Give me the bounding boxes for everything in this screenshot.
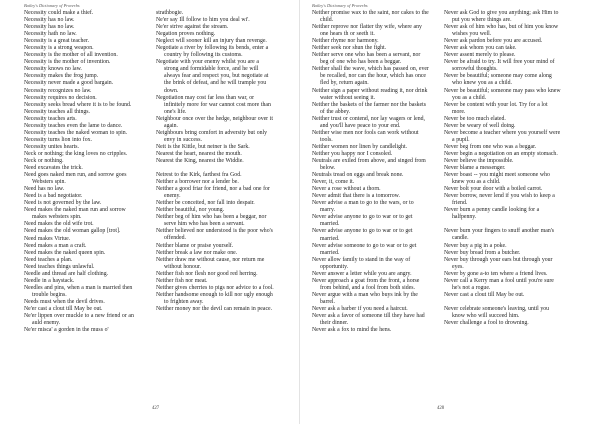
proverb-entry: Need has no law. [24,186,65,193]
proverb-entry: Needle and thread are half clothing. [24,270,109,277]
proverb-entry: Necessity teaches arts. [24,115,77,122]
proverb-entry: Neither trust or contend, nor lay wagers or lend, and you'll have peace to your end. [312,115,425,129]
proverb-entry: Never borrow, never lend if you wish to keep a friend. [444,193,555,207]
text-column [444,10,562,334]
column-group [24,10,274,334]
proverb-entry: Necessity is the mother of all invention. [24,52,118,59]
proverb-entry: Never challenge a fool to drowning. [444,319,529,326]
proverb-entry: Never ask whom you can take. [444,45,517,52]
proverb-entry: Necessity knows no law. [24,66,82,73]
proverb-entry: Need makes the old wife trot. [24,221,94,228]
proverb-entry: Necessity seeks bread where it is to be found. [24,101,132,108]
running-head: Bailey's Dictionary of Proverbs [312,3,368,8]
proverb-entry: Need makes the old woman gallop [trot]. [24,228,121,235]
proverb-entry: Neither seek nor shun the fight. [312,45,387,52]
proverb-entry: Neck or nothing. [24,157,64,164]
proverb-entry: Necessity is a strong weapon. [24,45,94,52]
proverb-entry: Never advise anyone to go to war or to get married. [312,228,413,242]
proverb-entry: Necessity teaches even the lame to dance. [24,122,123,129]
proverb-entry: Neither fish nor flesh nor good red herring. [156,270,258,277]
proverb-entry: Never by gone a-to ten where a friend lives. [444,270,548,277]
proverb-entry: Neither shall the wave, which has passed on, ever be recalled, nor can the hour, which has once fled by, return again. [312,66,429,87]
proverb-entry: Never admit that there is a tomorrow. [312,193,400,200]
proverb-entry: Needle in a haystack. [24,277,75,284]
proverb-entry: Never, it, come it. [312,179,355,186]
page-number: 427 [152,406,160,411]
proverb-entry: Never be too much elated. [444,115,506,122]
proverb-entry: Neit is the Kittle, but neiner is the Sark. [156,143,250,150]
proverb-entry: Neither sign a paper without reading it, nor drink water without seeing it. [312,87,428,101]
proverb-entry: Never buy bread from a butcher. [444,249,521,256]
page-number: 428 [437,406,445,411]
proverb-entry: Negotiation may cost far less than war, or infinitely more for war cannot cost more than one's life. [156,94,271,115]
proverb-entry: Need makes a man a craft. [24,242,87,249]
proverb-entry: Necessity never made a good bargain. [24,80,114,87]
right-page [300,0,600,424]
proverb-entry: Needles and pins, when a man is married then trouble begins. [24,284,133,298]
proverb-entry: strathbogie. [156,10,184,16]
text-column [24,10,142,334]
proverb-entry: Ne'er say Ill follow to him you deal wi'. [156,17,250,24]
proverb-entry: Necessity could make a thief. [24,10,94,16]
proverb-entry: Neutrals are exiled from above, and singed from below. [312,157,426,172]
proverb-entry: Ne'er strive against the stream. [156,24,229,31]
proverb-entry: Ne'er cast a clout till May be out. [24,305,103,312]
proverb-entry: Necessity requires no decision. [24,94,97,101]
proverb-entry: Never blame a messenger. [444,165,506,172]
proverb-entry: Never be afraid to try. It will free your mind of sorrowful thoughts. [444,59,555,73]
proverb-entry: Need excavates the trick. [24,165,83,172]
proverb-entry: Never assent merely to please. [444,52,516,59]
proverb-entry: Neither beg of him who has been a beggar, nor serve him who has been a servant. [156,214,267,228]
proverb-entry: Never ask God to give you anything; ask Him to put you where things are. [444,10,559,24]
proverb-entry: Never be beautiful; someone may pass who knew you as a child. [444,87,561,101]
proverb-entry: Never become a teacher where you yourself were a pupil. [444,129,561,143]
proverb-entry: Never advise anyone to go to war or to get married. [312,214,413,228]
proverb-entry: Never be weary of well doing. [444,122,516,129]
proverb-entry: Necessity teaches all things. [24,108,90,115]
proverb-entry: Neither rhyme nor harmony. [312,38,379,45]
proverb-entry: Never ask a fox to mind the hens. [312,327,392,334]
proverb-entry: Never ask a barber if you need a haircut. [312,305,408,312]
proverb-entry: Neither promise wax to the saint, nor cakes to the child. [312,10,429,24]
proverb-entry: Never burn your fingers to snuff another man's candle. [444,228,555,242]
proverb-entry: Ne'er lippen over muckle to a new friend or an auld enemy. [24,313,134,327]
proverb-entry: Need teaches things unlawful. [24,263,95,270]
proverb-entry: Never buy through your ears but through your eyes. [444,256,553,270]
proverb-entry: Necessity is a great teacher. [24,38,90,45]
proverb-entry: Neither beautiful, nor young. [156,207,225,214]
proverb-entry: Neither wise men nor fools can work without tools. [312,129,419,143]
proverb-entry: Need is a bad negotiator. [24,193,83,200]
proverb-entry: Neutrals tread on eggs and break none. [312,172,404,179]
proverb-entry: Neither handsome enough to kill nor ugly enough to frighten away. [156,291,273,305]
proverb-entry: Never allow family to stand in the way of opportunity. [312,256,411,270]
proverb-entry: Neither break a law nor make one. [156,249,238,256]
proverb-entry: Need is not governed by the law. [24,200,102,207]
proverb-entry: Never cast a clout till May be out. [444,291,525,298]
proverb-entry: Neither you happy nor I consoled. [312,150,393,157]
proverb-entry: Neither be conceited, nor fall into despair. [156,200,255,207]
proverb-entry: Neither serve one who has been a servant, nor beg of one who has been a beggar. [312,52,421,66]
proverb-entry: Neither a borrower nor a lender be. [156,179,239,186]
column-group [312,10,562,334]
proverb-entry: Neither fish nor meat. [156,277,208,284]
proverb-entry: Necessity has no law. [24,24,75,31]
proverb-entry: Never bolt your door with a boiled carrot. [444,186,543,193]
proverb-entry: Never celebrate someone's leaving, until you know who will succeed him. [444,305,550,319]
proverb-entry: Never advise someone to go to war or to get married. [312,242,417,256]
proverb-entry: Nearest the King, nearest the Widdie. [156,157,244,164]
proverb-entry: Negotiate a river by following its bends, enter a country by following its customs. [156,45,269,59]
proverb-entry: Never answer a letter while you are angry. [312,270,412,277]
proverb-entry: Need teaches a plan. [24,256,73,263]
proverb-entry: Necessity recognizes no law. [24,87,92,94]
proverb-entry: Neither reprove nor flatter thy wife, where any one hears th or seeth it. [312,24,422,38]
proverb-entry: Never believe the impossible. [444,157,514,164]
proverb-entry: Never boast -- you might meet someone who knew you as a child. [444,172,550,186]
proverb-entry: Never buy a pig in a poke. [444,242,507,249]
proverb-entry: Never burn a penny candle looking for a halfpenny. [444,207,540,221]
proverb-entry: Neither believed nor understood is the poor who's offended. [156,228,273,242]
proverb-entry: Neither the baskets of the farmer nor the baskets of the abbey. [312,101,426,115]
proverb-entry: Needs must when the devil drives. [24,298,105,305]
proverb-entry: Need goes naked men run, and sorrow goes Websters spin. [24,172,127,186]
proverb-entry: Neither women nor linen by candlelight. [312,143,408,150]
proverb-entry: Negotiate with your enemy whilst you are a strong and formidable force, and he will always fear and respect you, but negotiate at the brink of defeat, and he will trample you down. [156,59,269,94]
proverb-entry: Never be beautiful; someone may come along who knew you as a child. [444,73,552,87]
proverb-entry: Never begin a negotiation on an empty stomach. [444,150,558,157]
proverb-entry: Need makes the naked man run and sorrow makes websters spin. [24,207,126,221]
running-head: Bailey's Dictionary of Proverbs [24,3,80,8]
proverb-entry: Neighbours bring comfort in adversity but only envy in success. [156,129,268,143]
proverb-entry: Never argue with a man who buys ink by the barrel. [312,291,418,305]
proverb-entry: Never be content with your lot. Try for a lot more. [444,101,548,115]
proverb-entry: Need makes Virtue. [24,235,71,242]
proverb-entry: Nearest the heart, nearest the mouth. [156,150,242,157]
proverb-entry: Negation proves nothing. [156,31,216,38]
text-column [156,10,274,334]
proverb-entry: Necessity makes the frog jump. [24,73,99,80]
proverb-entry: Never advise a man to go to the wars, or to marry. [312,200,414,214]
proverb-entry: Neck or nothing; the king loves no cripples. [24,150,128,157]
proverb-entry: Never beg from one who was a beggar. [444,143,537,150]
proverb-entry: Neither gives cherries to pigs nor advice to a fool. [156,284,274,291]
proverb-entry: Necessity is the mother of invention. [24,59,111,66]
proverb-entry: Never call a Kerry man a fool until you're sure he's not a rogue. [444,277,554,291]
text-column [312,10,430,334]
proverb-entry: Neglect will sooner kill an injury than revenge. [156,38,267,45]
proverb-entry: Necessity has no law. [24,17,75,24]
proverb-entry: Necessity hath no law. [24,31,77,38]
proverb-entry: Neither blame or praise yourself. [156,242,234,249]
proverb-entry: Need makes the naked queen spin. [24,249,106,256]
proverb-entry: Ne'er misca' a gorden in the muss o' [24,327,109,334]
proverb-entry: Never approach a goat from the front, a horse from behind, and a fool from both sides. [312,277,420,291]
proverb-entry: Never ask pardon before you are accused. [444,38,543,45]
column-gap [156,165,274,172]
proverb-entry: Necessity unites hearts. [24,143,79,150]
proverb-entry: Necessity turns lion into fox. [24,136,92,143]
proverb-entry: Never a rose without a thorn. [312,186,381,193]
proverb-entry: Never ask a favor of someone till they have had their dinner. [312,313,425,327]
proverb-entry: Neither a good friar for friend, nor a bad one for enemy. [156,186,270,200]
proverb-entry: Necessity teaches the naked woman to spin. [24,129,128,136]
proverb-entry: Neirest to the Kirk, farthest fra God. [156,172,242,179]
proverb-entry: Neither money nor the devil can remain in peace. [156,305,273,312]
column-gap [444,299,562,306]
proverb-entry: Neighbour once over the hedge, neighbour over it again. [156,115,273,129]
proverb-entry: Never ask of him who has, but of him you know wishes you well. [444,24,559,38]
proverb-entry: Neither draw me without cause, nor return me without honour. [156,256,265,270]
